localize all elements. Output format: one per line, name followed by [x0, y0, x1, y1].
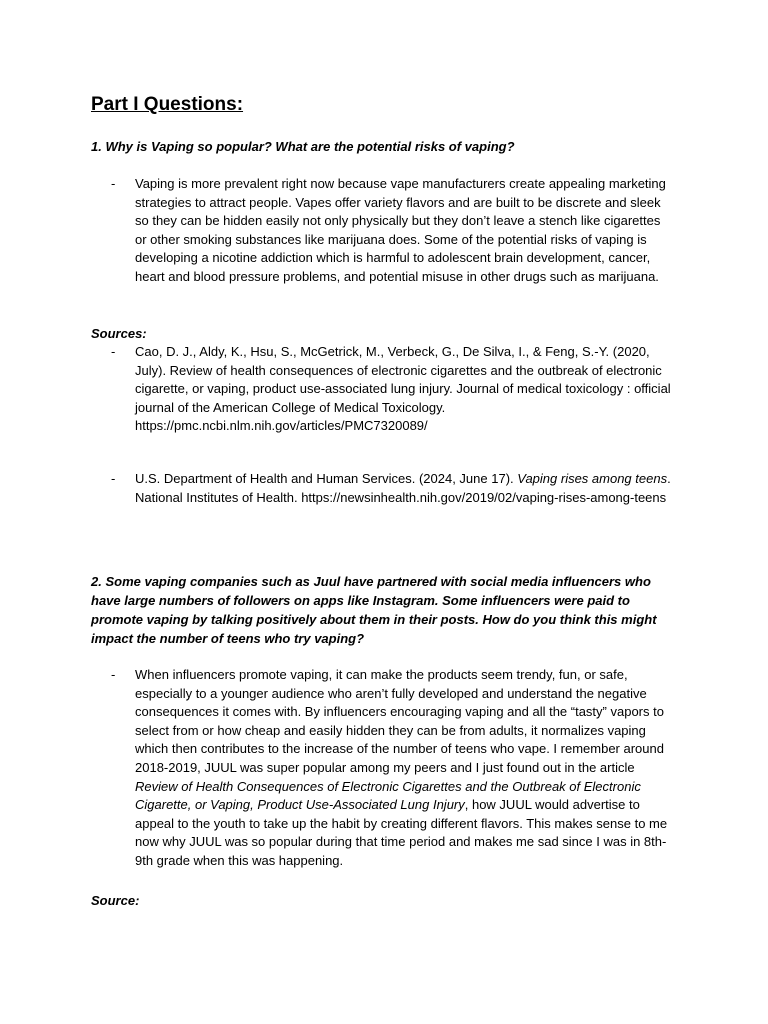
question-1: 1. Why is Vaping so popular? What are the potential risks of vaping? [91, 139, 515, 154]
bullet-dash: - [111, 667, 116, 682]
answer-2-part-c: , how JUUL would advertise to appeal to the youth to take up the habit by creating different flavors. This makes sense to me now why JUUL was so popular during that time period and makes me sad since I was in 8th-9th grade when this was happening. [135, 797, 668, 868]
answer-2-article-title: Review of Health Consequences of Electronic Cigarettes and the Outbreak of Electronic Cigarette, or Vaping, Product Use-Associated Lung Injury [135, 778, 641, 813]
source-2-author: U.S. Department of Health and Human Services. (2024, June 17). [135, 471, 518, 486]
bullet-dash: - [111, 344, 116, 359]
question-2: 2. Some vaping companies such as Juul have partnered with social media influencers who have large numbers of followers on apps like Instagram. Some influencers were paid to promote vaping by talking positively about them in their posts. How do you think this might impact the number of teens who try vaping? [91, 574, 657, 646]
source-label-2: Source: [91, 893, 140, 908]
bullet-dash: - [111, 471, 116, 486]
source-2-title: Vaping rises among teens [517, 471, 668, 486]
answer-1-text: Vaping is more prevalent right now because vape manufacturers create appealing marketing strategies to attract people. Vapes offer variety flavors and are built to be discrete and sleek so they can be hidden easily not only physically but they don’t leave a stench like cigarettes or other smoking substances like marijuana does. Some of the potential risks of vaping is developing a nicotine addiction which is harmful to adolescent brain development, cancer, heart and blood pressure problems, and potential misuse in other drugs such as marijuana. [135, 176, 666, 284]
sources-label: Sources: [91, 326, 147, 341]
source-2-text [135, 470, 675, 507]
answer-2-part-a: When influencers promote vaping, it can make the products seem trendy, fun, or safe, especially to a younger audience who aren’t fully developed and understand the negative consequences it comes with. By influencers encouraging vaping and all the “tasty” vapors to select from or how cheap and easily hidden they can be from adults, it normalizes vaping which then contributes to the increase of the number of teens who vape. I remember around 2018-2019, JUUL was super popular among my peers and I just found out in the article [135, 667, 664, 775]
source-1-text: Cao, D. J., Aldy, K., Hsu, S., McGetrick, M., Verbeck, G., De Silva, I., & Feng, S.-Y. (2020, July). Review of health consequences of electronic cigarettes and the outbreak of electronic cigarette, or vaping, product use-associated lung injury. Journal of medical toxicology : official journal of the American College of Medical Toxicology. https://pmc.ncbi.nlm.nih.gov/articles/PMC7320089/ [135, 344, 671, 434]
source-2-publisher: . National Institutes of Health. https://newsinhealth.nih.gov/2019/02/vaping-rises-among-teens [135, 471, 671, 505]
answer-2-text [135, 666, 675, 871]
page-heading: Part I Questions: [91, 94, 244, 115]
bullet-dash: - [111, 176, 116, 191]
